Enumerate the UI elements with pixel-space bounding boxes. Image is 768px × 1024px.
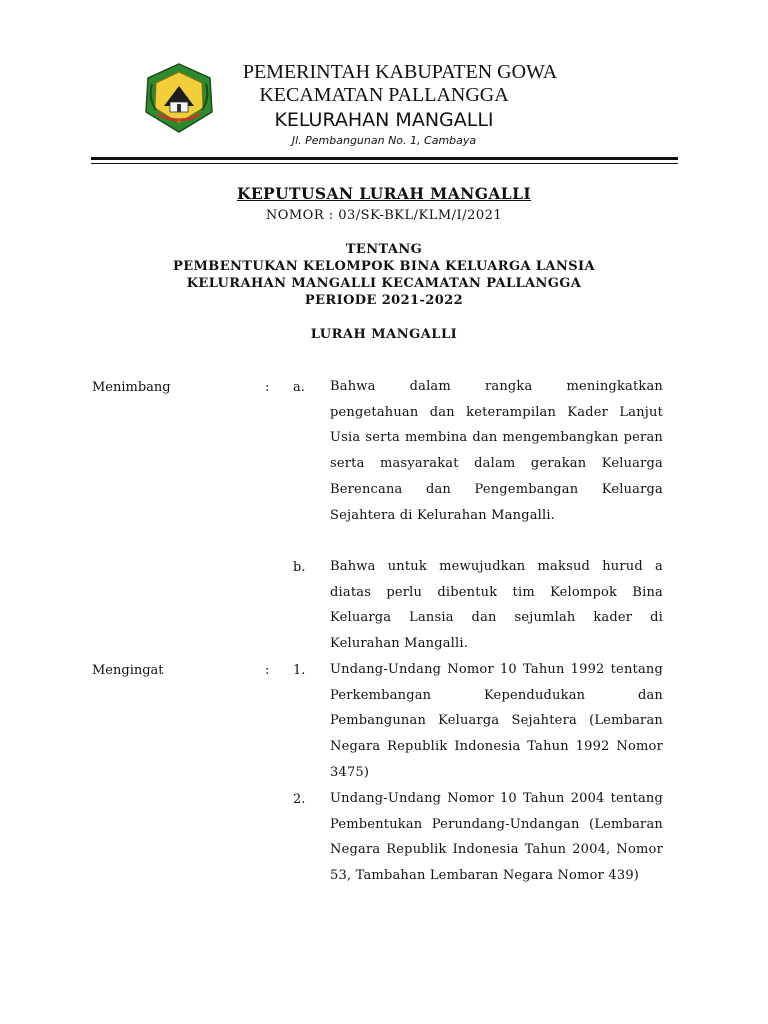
decree-number: NOMOR : 03/SK-BKL/KLM/I/2021 xyxy=(265,208,503,223)
item-marker: 2. xyxy=(293,792,306,807)
letterhead-village: KELURAHAN MANGALLI xyxy=(274,109,494,131)
decree-about-heading: TENTANG xyxy=(345,242,423,257)
legal-basis-1-text: Undang-Undang Nomor 10 Tahun 1992 tentang Perkembangan Kependudukan dan Pembangunan Keluarga Sejahtera (Lembaran Negara Republik Indonesia Tahun 1992 Nomor 3475) xyxy=(330,662,663,780)
letterhead-district: KECAMATAN PALLANGGA xyxy=(259,84,509,106)
section-colon: : xyxy=(265,663,270,678)
section-label-menimbang: Menimbang xyxy=(92,380,171,395)
legal-basis-2-text: Undang-Undang Nomor 10 Tahun 2004 tentang Pembentukan Perundang-Undangan (Lembaran Negara Republik Indonesia Tahun 2004, Nomor 53, Tambahan Lembaran Negara Nomor 439) xyxy=(330,791,663,884)
decree-about-line: KELURAHAN MANGALLI KECAMATAN PALLANGGA xyxy=(186,276,582,291)
decree-issuer: LURAH MANGALLI xyxy=(310,327,458,342)
item-marker: a. xyxy=(293,380,305,395)
decree-about-line: PEMBENTUKAN KELOMPOK BINA KELUARGA LANSIA xyxy=(173,259,595,274)
section-colon: : xyxy=(265,380,270,395)
letterhead-government: PEMERINTAH KABUPATEN GOWA xyxy=(242,61,558,83)
item-marker: b. xyxy=(293,560,306,575)
consideration-b-text: Bahwa untuk mewujudkan maksud hurud a diatas perlu dibentuk tim Kelompok Bina Keluarga Lansia dan sejumlah kader di Kelurahan Mangalli. xyxy=(330,559,663,652)
letterhead-divider-thick xyxy=(91,157,678,160)
letterhead-divider-thin xyxy=(91,163,678,164)
consideration-a-text: Bahwa dalam rangka meningkatkan pengetahuan dan keterampilan Kader Lanjut Usia serta membina dan mengembangkan peran serta masyarakat dalam gerakan Keluarga Berencana dan Pengembangan Keluarga Sejahtera di Kelurahan Mangalli. xyxy=(330,379,663,523)
item-marker: 1. xyxy=(293,663,306,678)
decree-title: KEPUTUSAN LURAH MANGALLI xyxy=(236,184,532,203)
section-label-mengingat: Mengingat xyxy=(92,663,164,678)
decree-period: PERIODE 2021-2022 xyxy=(304,293,464,308)
letterhead-address: Jl. Pembangunan No. 1, Cambaya xyxy=(291,134,477,147)
